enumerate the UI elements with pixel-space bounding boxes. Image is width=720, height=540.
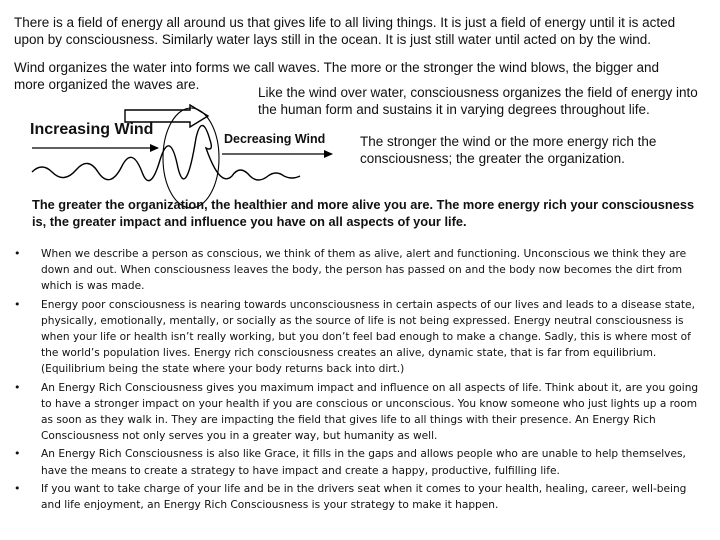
bold-statement: The greater the organization, the healthier and more alive you are. The more energy rich your consciousness is, the greater impact and influence you have on all aspects of your life. <box>32 197 695 229</box>
decreasing-wind-label: Decreasing Wind <box>224 132 326 146</box>
bullet-list <box>14 246 704 515</box>
list-item: • When we describe a person as conscious, we think of them as alive, alert and functioning. Unconscious we think they are down and out. When consciousness leaves the body, the person has passed on and the body now becomes the dirt from which is was made. <box>14 246 704 295</box>
wind-paragraph: Wind organizes the water into forms we call waves. The more or the stronger the wind blows, the bigger and more organized the waves are. <box>14 60 660 92</box>
list-item: • An Energy Rich Consciousness gives you maximum impact and influence on all aspects of life. Think about it, are you going to have a stronger impact on your health if you are conscious or unconscious. You know someone who just lights up a room as soon as they walk in. They are impacting the field that gives life to all things with their presence. An Energy Rich Consciousness not only serves you in a greater way, but humanity as well. <box>14 380 704 445</box>
increasing-wind-label: Increasing Wind <box>30 121 154 138</box>
consciousness-note: Like the wind over water, consciousness organizes the field of energy into the human form and sustains it in varying degrees throughout life. <box>258 85 698 117</box>
list-item: • An Energy Rich Consciousness is also like Grace, it fills in the gaps and allows people who are unable to help themselves, have the means to create a strategy to have impact and create a happy, productive, fulfilling life. <box>14 446 704 478</box>
list-item: • If you want to take charge of your life and be in the drivers seat when it comes to your health, healing, career, well-being and life enjoyment, an Energy Rich Consciousness is your strategy to make it happen. <box>14 481 704 513</box>
stronger-note: The stronger the wind or the more energy rich the consciousness; the greater the organization. <box>360 134 657 166</box>
intro-paragraph: There is a field of energy all around us that gives life to all living things. It is just a field of energy until it is acted upon by consciousness. Similarly water lays still in the ocean. It is just still water until acted on by the wind. <box>14 15 676 47</box>
list-item: • Energy poor consciousness is nearing towards unconsciousness in certain aspects of our lives and leads to a disease state, physically, emotionally, mentally, or socially as the source of life is not being expressed. Energy neutral consciousness is when your life or health isn’t really working, but you don’t feel bad enough to make a change. Sadly, this is where most of the world’s population lives. Energy rich consciousness creates an alive, dynamic state, that is far from equilibrium. (Equilibrium being the state where your body returns back into dirt.) <box>14 297 704 378</box>
